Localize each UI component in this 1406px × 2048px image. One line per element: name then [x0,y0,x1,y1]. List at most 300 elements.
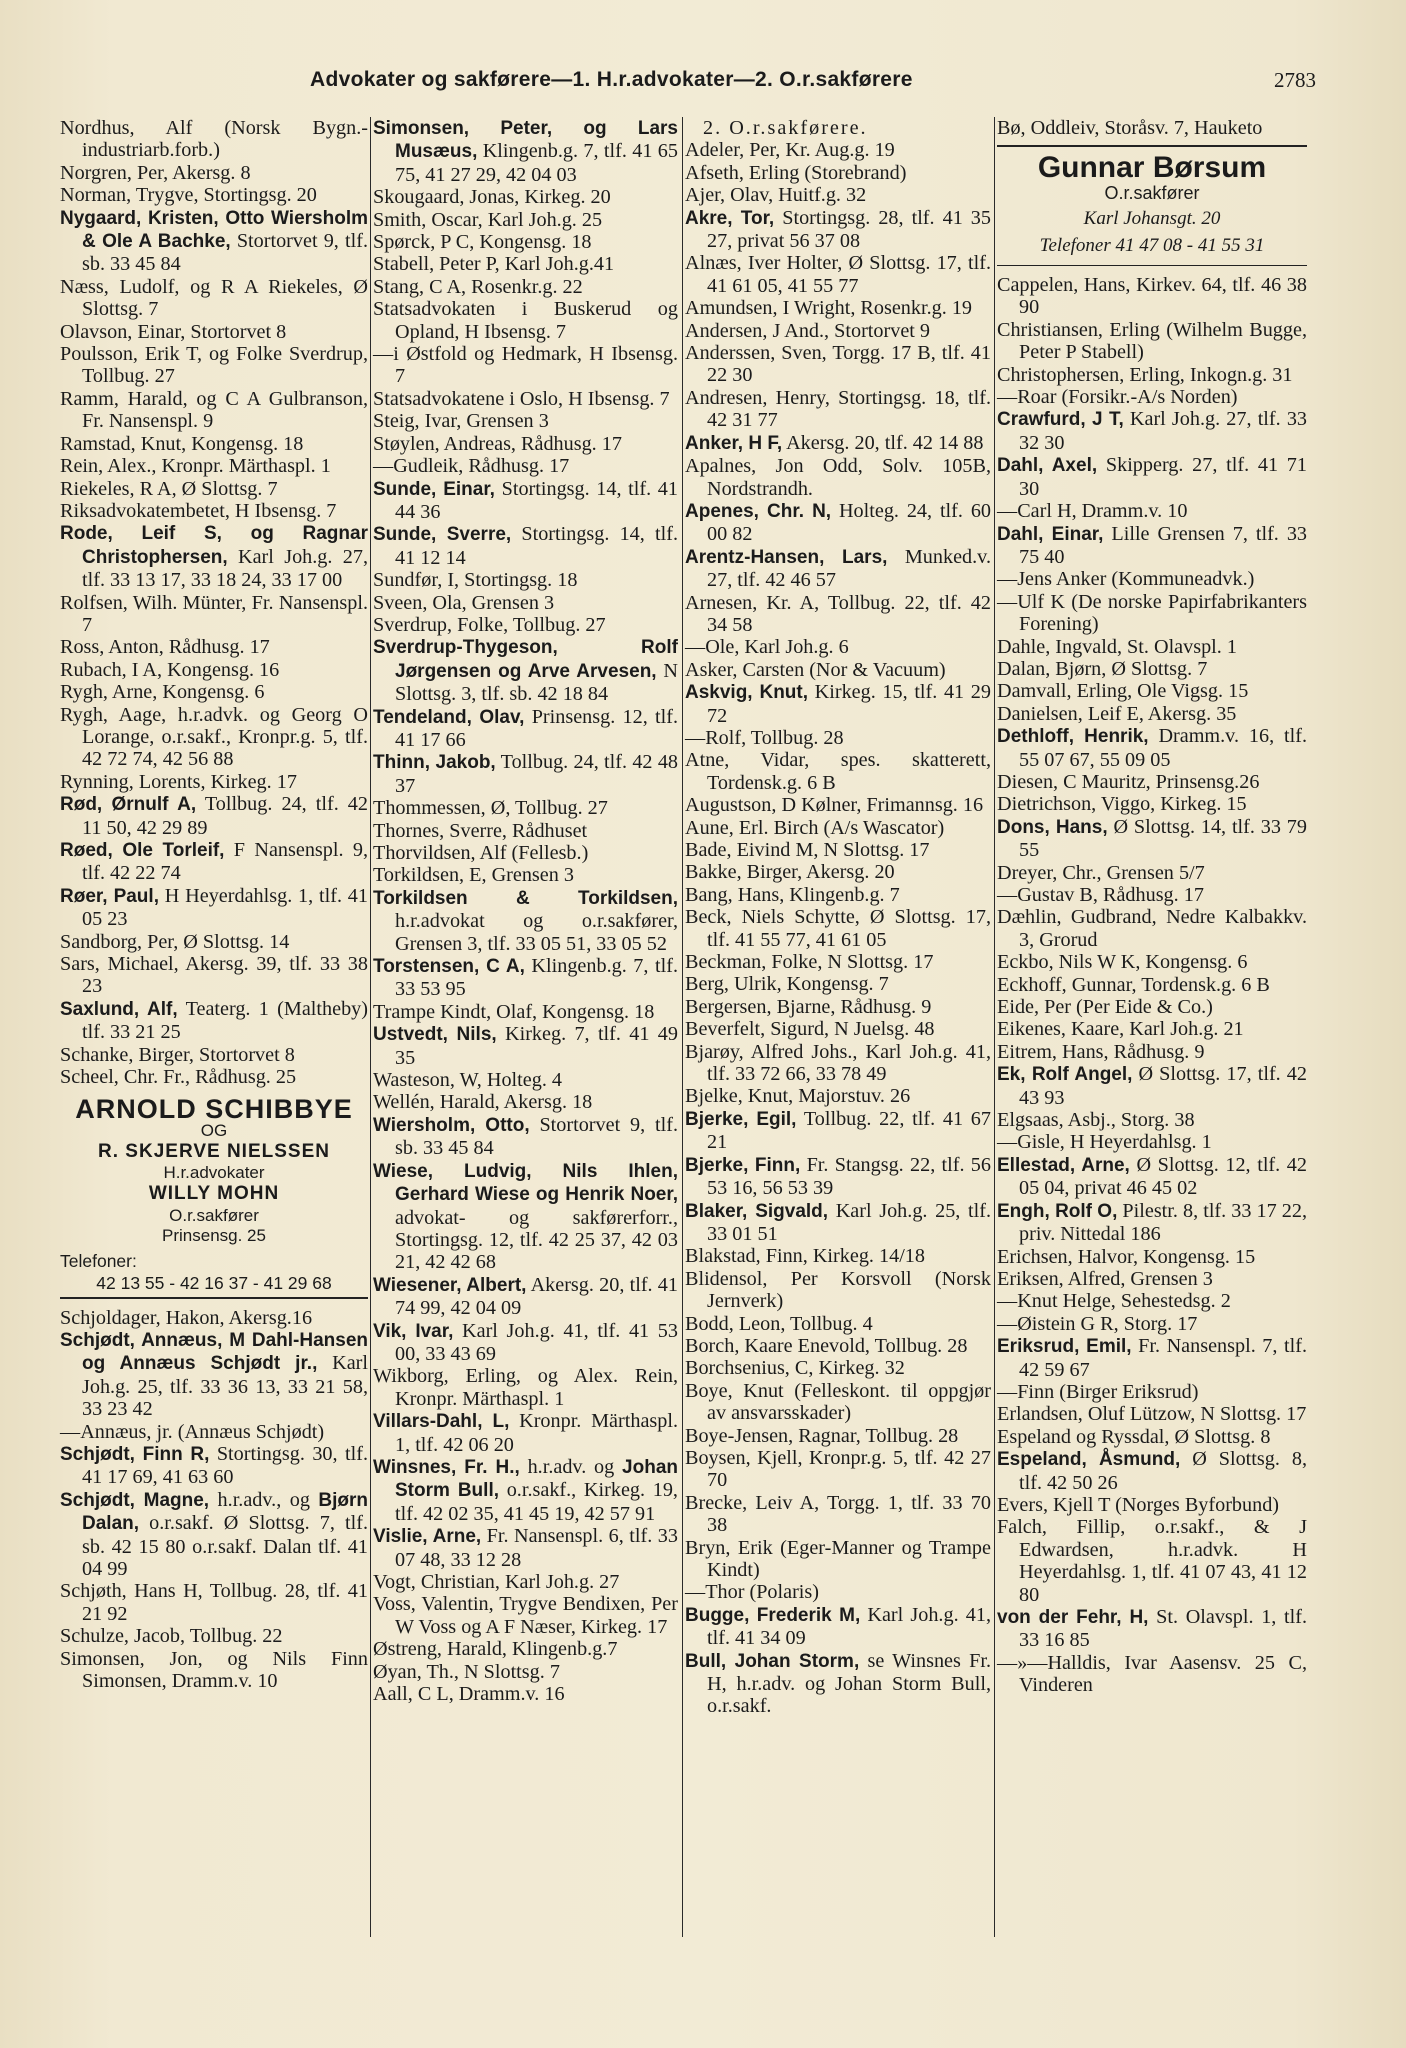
ad-address: Prinsensg. 25 [162,1225,266,1245]
entry-name: Ellestad, Arne, [997,1154,1130,1176]
directory-entry [685,1581,991,1603]
directory-entry [373,231,678,253]
directory-entry [685,951,991,973]
directory-entry [60,998,368,1044]
directory-entry [60,1066,368,1088]
directory-entry [997,636,1307,658]
directory-entry [997,906,1307,951]
directory-entry [685,1650,991,1718]
entry-text: Eide, Per (Per Eide & Co.) [997,996,1213,1019]
entry-name: Bjerke, Egil, [685,1108,797,1130]
advertisement-schibbye [60,1094,368,1298]
entry-text: Andresen, Henry, Stortingsg. 18, tlf. 42 31 77 [685,386,991,432]
entry-text: Dreyer, Chr., Grensen 5/7 [997,861,1205,884]
column-3 [685,117,991,1718]
entry-text: se Winsnes Fr. H, h.r.adv. og Johan Storm Bull, o.r.sakf. [707,1649,991,1718]
ad-firm-name: ARNOLD SCHIBBYE [75,1094,353,1125]
entry-text: Schulze, Jacob, Tollbug. 22 [60,1625,283,1648]
entry-text: —Gudleik, Rådhusg. 17 [373,455,570,478]
entry-name: Apenes, Chr. N, [685,500,832,522]
directory-entry [373,1114,678,1160]
directory-entry [997,591,1307,636]
directory-entry [60,1421,368,1443]
entry-text: Eikenes, Kaare, Karl Joh.g. 21 [997,1018,1244,1041]
entry-text: Aune, Erl. Birch (A/s Wascator) [685,816,945,839]
entry-text: Ø Slottsg. 14, tlf. 33 79 55 [1019,815,1307,862]
entry-text: Stortorvet 9, tlf. sb. 33 45 84 [395,1113,678,1160]
entry-text: Fr. Stangsg. 22, tlf. 56 53 16, 56 53 39 [707,1153,991,1200]
entry-text: Rygh, Arne, Kongensg. 6 [60,681,265,704]
entry-text: Sars, Michael, Akersg. 39, tlf. 33 38 23 [60,953,368,998]
entry-text: Blidensol, Per Korsvoll (Norsk Jernverk) [685,1267,991,1313]
entry-text: Norman, Trygve, Stortingsg. 20 [60,184,317,207]
directory-entry [373,955,678,1001]
directory-entry [997,1494,1307,1516]
entry-text: Beverfelt, Sigurd, N Juelsg. 48 [685,1018,935,1041]
entry-text: —Gustav B, Rådhusg. 17 [997,884,1204,906]
directory-entry [373,887,678,955]
directory-entry [373,343,678,388]
directory-entry [60,343,368,388]
entry-text: Karl Joh.g. 41, tlf. 41 34 09 [707,1603,992,1650]
directory-entry [685,455,991,500]
entry-text: Anderssen, Sven, Torgg. 17 B, tlf. 41 22 30 [685,342,991,387]
directory-entry [60,478,368,500]
directory-entry [373,455,678,477]
entry-text: Norgren, Per, Akersg. 8 [60,161,251,184]
directory-entry [997,771,1307,793]
directory-entry [685,592,991,637]
entry-text: F Nansenspl. 9, tlf. 42 22 74 [82,839,368,885]
directory-entry [60,500,368,522]
entry-text: Dahle, Ingvald, St. Olavspl. 1 [997,635,1237,658]
directory-entry [60,207,368,276]
entry-text: Diesen, C Mauritz, Prinsensg.26 [997,770,1260,793]
entry-text: Støylen, Andreas, Rådhusg. 17 [373,432,622,455]
entry-text: Borchsenius, C, Kirkeg. 32 [685,1357,905,1380]
entry-text: Steig, Ivar, Grensen 3 [373,410,549,433]
directory-entry [685,162,991,184]
entry-text: Øyan, Th., N Slottsg. 7 [373,1660,560,1683]
ad-firm-name-2: R. SKJERVE NIELSSEN [98,1140,330,1162]
entry-text: Boye, Knut (Felleskont. til oppgjør av ansvarsskader) [685,1379,991,1425]
entry-text: —Finn (Birger Eriksrud) [997,1380,1199,1403]
entry-text: Cappelen, Hans, Kirkev. 64, tlf. 46 38 90 [997,274,1307,319]
directory-entry [60,1580,368,1625]
directory-entry [373,117,678,186]
directory-entry [373,523,678,569]
directory-entry [997,680,1307,702]
directory-entry [997,1041,1307,1063]
entry-text: Afseth, Erling (Storebrand) [685,161,907,184]
entry-name: Simonsen, Peter, og Lars Musæus, [373,118,678,163]
entry-name: Ustvedt, Nils, [373,1024,497,1046]
entry-text: Ramm, Harald, og C A Gulbranson, Fr. Nansenspl. 9 [60,387,368,433]
entry-name: Bugge, Frederik M, [685,1604,861,1626]
entry-text: Bakke, Birger, Akersg. 20 [685,861,895,884]
entry-text: Borch, Kaare Enevold, Tollbug. 28 [685,1334,968,1357]
entry-name: Arentz-Hansen, Lars, [685,546,888,568]
entry-text: Evers, Kjell T (Norges Byforbund) [997,1493,1280,1516]
directory-entry [685,794,991,816]
directory-entry [373,1593,678,1638]
entry-text: Sandborg, Per, Ø Slottsg. 14 [60,930,290,953]
entry-text: Rynning, Lorents, Kirkeg. 17 [60,770,297,793]
entry-text: Karl Joh.g. 25, tlf. 33 36 13, 33 21 58, 33 23 42 [82,1352,368,1421]
entry-text: —Rolf, Tollbug. 28 [685,726,844,749]
entry-text: Voss, Valentin, Trygve Bendixen, Per W Voss og A F Næser, Kirkeg. 17 [373,1593,678,1638]
entry-text: —Øistein G R, Storg. 17 [997,1312,1198,1335]
entry-text: Asker, Carsten (Nor & Vacuum) [685,658,946,681]
entry-text: Bodd, Leon, Tollbug. 4 [685,1312,873,1335]
directory-entry [60,184,368,206]
entry-text: Østreng, Harald, Klingenb.g.7 [373,1638,618,1661]
directory-entry [685,546,991,592]
directory-entry [373,1365,678,1410]
entry-text: Skipperg. 27, tlf. 41 71 30 [1019,454,1307,500]
directory-entry [997,523,1307,569]
entry-text: Stortingsg. 30, tlf. 41 17 69, 41 63 60 [82,1442,368,1489]
entry-text: Tollbug. 24, tlf. 42 48 37 [395,751,679,797]
directory-entry [60,659,368,681]
directory-entry [60,162,368,184]
directory-entry [373,1001,678,1023]
entry-text: Brecke, Leiv A, Torgg. 1, tlf. 33 70 38 [685,1491,991,1537]
directory-entry [60,1489,368,1581]
entry-text: Statsadvokatene i Oslo, H Ibsensg. 7 [373,387,670,410]
entry-text: Rubach, I A, Kongensg. 16 [60,658,280,681]
entry-name: Akre, Tor, [685,207,775,229]
entry-text: Karl Joh.g. 41, tlf. 41 53 00, 33 43 69 [395,1319,678,1365]
ad-title: O.r.sakfører [1104,182,1200,203]
entry-text: Scheel, Chr. Fr., Rådhusg. 25 [60,1066,297,1089]
entry-text: —i Østfold og Hedmark, H Ibsensg. 7 [373,343,678,388]
directory-entry [997,319,1307,364]
entry-text: Bjarøy, Alfred Johs., Karl Joh.g. 41, tlf. 33 72 66, 33 78 49 [685,1040,991,1086]
entry-text: —Knut Helge, Sehestedsg. 2 [997,1290,1231,1313]
entry-text: Berg, Ulrik, Kongensg. 7 [685,973,889,996]
directory-entry [373,209,678,231]
directory-entry [373,820,678,842]
directory-entry [685,749,991,794]
entry-text: Falch, Fillip, o.r.sakf., & J Edwardsen, h.r.advk. H Heyerdahlsg. 1, tlf. 41 07 43, 41 12 80 [997,1516,1307,1606]
directory-entry [685,1313,991,1335]
entry-text: Simonsen, Jon, og Nils Finn Simonsen, Dramm.v. 10 [60,1647,368,1692]
directory-entry [373,864,678,886]
directory-entry [373,1410,678,1456]
entry-text: Damvall, Erling, Ole Vigsg. 15 [997,680,1249,703]
entry-text: Thornes, Sverre, Rådhuset [373,819,588,842]
directory-entry [373,253,678,275]
entry-text: Schjøth, Hans H, Tollbug. 28, tlf. 41 21 92 [60,1580,368,1625]
directory-entry [997,1403,1307,1425]
entry-name: Dethloff, Henrik, [997,726,1149,748]
entry-text: H Heyerdahlsg. 1, tlf. 41 05 23 [82,884,368,931]
entry-text: Holteg. 24, tlf. 60 00 82 [707,499,992,546]
entry-text: Wellén, Harald, Akersg. 18 [373,1091,593,1114]
directory-entry [685,342,991,387]
entry-text: Wikborg, Erling, og Alex. Rein, Kronpr. Märthaspl. 1 [373,1365,678,1410]
entry-text: Thorvildsen, Alf (Fellesb.) [373,842,589,864]
entry-name: Anker, H F, [685,432,783,454]
entry-name: Bull, Johan Storm, [685,1650,860,1672]
entry-name: Tendeland, Olav, [373,706,525,728]
entry-text: Ajer, Olav, Huitf.g. 32 [685,184,867,207]
directory-entry [685,252,991,297]
directory-entry [997,816,1307,862]
directory-entry [373,1638,678,1660]
entry-text: Christiansen, Erling (Wilhelm Bugge, Peter P Stabell) [997,318,1307,364]
entry-text: Karl Joh.g. 25, tlf. 33 01 51 [707,1199,991,1245]
entry-text: Stortingsg. 14, tlf. 41 12 14 [395,523,678,569]
directory-entry [60,793,368,839]
entry-text: Klingenb.g. 7, tlf. 41 65 75, 41 27 29, 42 04 03 [395,140,678,186]
entry-name: Sunde, Einar, [373,478,495,500]
entry-text: Dalan, Bjørn, Ø Slottsg. 7 [997,657,1208,680]
entry-text: Sundfør, I, Stortingsg. 18 [373,569,578,592]
entry-text: Tollbug. 24, tlf. 42 11 50, 42 29 89 [82,793,368,839]
directory-entry [685,817,991,839]
entry-text: Elgsaas, Asbj., Storg. 38 [997,1109,1195,1132]
directory-entry [685,117,991,139]
entry-text: Kronpr. Märthaspl. 1, tlf. 42 06 20 [395,1410,679,1456]
directory-entry [373,797,678,819]
directory-entry [685,884,991,906]
entry-name: Schjødt, Finn R, [60,1443,210,1465]
entry-text: Bjelke, Knut, Majorstuv. 26 [685,1085,911,1108]
entry-text: Sveen, Ola, Grensen 3 [373,591,555,614]
entry-text: Ø Slottsg. 17, tlf. 42 43 93 [1019,1063,1307,1109]
entry-text: Erichsen, Halvor, Kongensg. 15 [997,1245,1256,1268]
directory-entry [685,387,991,432]
directory-entry [685,996,991,1018]
directory-entry [373,1274,678,1320]
entry-text: Rolfsen, Wilh. Münter, Fr. Nansenspl. 7 [60,591,368,636]
entry-text: Schjoldager, Hakon, Akersg.16 [60,1306,313,1329]
directory-entry [373,1571,678,1593]
directory-entry [997,364,1307,386]
entry-name: Vislie, Arne, [373,1526,482,1548]
entry-text: Andersen, J And., Stortorvet 9 [685,319,931,342]
directory-entry [997,996,1307,1018]
directory-entry [997,1109,1307,1131]
directory-entry [373,614,678,636]
advertisement-borsum [997,145,1307,266]
entry-text: —»—Halldis, Ivar Aasensv. 25 C, Vinderen [997,1651,1307,1697]
entry-name: Sverdrup-Thygeson, Rolf Jørgensen og Arve Arvesen, [373,637,678,682]
ad-og: OG [200,1120,228,1140]
entry-text: Teaterg. 1 (Maltheby) tlf. 33 21 25 [82,997,368,1044]
directory-entry [685,906,991,951]
entry-text: Boysen, Kjell, Kronpr.g. 5, tlf. 42 27 70 [685,1446,991,1492]
entry-text: Espeland og Ryssdal, Ø Slottsg. 8 [997,1425,1271,1448]
entry-name: Winsnes, Fr. H., [373,1456,520,1478]
entry-text: —Jens Anker (Kommuneadvk.) [997,568,1255,591]
entry-name: Thinn, Jakob, [373,752,496,774]
directory-entry [685,1245,991,1267]
directory-entry [60,433,368,455]
directory-entry [685,1018,991,1040]
directory-entry [685,207,991,253]
directory-entry [997,1313,1307,1335]
entry-text: Karl Joh.g. 27, tlf. 33 32 30 [1019,408,1308,454]
entry-text: Dietrichson, Viggo, Kirkeg. 15 [997,793,1247,816]
directory-entry [60,455,368,477]
directory-entry [373,1525,678,1571]
directory-entry [685,1335,991,1357]
directory-entry [373,1091,678,1113]
entry-text: 2. O.r.sakførere. [703,117,868,139]
directory-entry [60,1648,368,1693]
entry-text: Pilestr. 8, tlf. 33 17 22, priv. Nittedal 186 [1019,1199,1307,1246]
entry-text: Ramstad, Knut, Kongensg. 18 [60,432,304,455]
entry-text: Kirkeg. 15, tlf. 41 29 72 [707,681,991,727]
entry-text: Atne, Vidar, spes. skatterett, Tordensk.g. 6 B [685,749,991,794]
entry-text: Beckman, Folke, N Slottsg. 17 [685,951,934,974]
directory-entry [997,793,1307,815]
entry-name: Bjerke, Finn, [685,1154,801,1176]
directory-entry [997,884,1307,906]
entry-text: Sverdrup, Folke, Tollbug. 27 [373,613,606,636]
entry-list [60,1307,368,1693]
entry-name: Sunde, Sverre, [373,524,512,546]
directory-entry [685,1108,991,1154]
directory-entry [373,1456,678,1525]
entry-text: Trampe Kindt, Olaf, Kongensg. 18 [373,1000,655,1023]
column-1 [60,117,368,1692]
directory-entry [685,1537,991,1582]
column-4 [997,117,1307,1697]
entry-name: Vik, Ivar, [373,1320,454,1342]
entry-name: Espeland, Åsmund, [997,1449,1181,1471]
entry-name: Rød, Ørnulf A, [60,794,197,816]
directory-entry [60,1044,368,1066]
entry-name: Wiese, Ludvig, Nils Ihlen, Gerhard Wiese og Henrik Noer, [373,1160,678,1206]
entry-text: Dæhlin, Gudbrand, Nedre Kalbakkv. 3, Grorud [997,906,1307,951]
entry-text: Aall, C L, Dramm.v. 16 [373,1683,565,1706]
directory-entry [373,1023,678,1069]
entry-name: Rode, Leif S, og Ragnar Christophersen, [60,523,368,568]
entry-list [60,117,368,1088]
entry-text: —Ole, Karl Joh.g. 6 [685,636,849,659]
directory-entry [60,771,368,793]
entry-text: Schanke, Birger, Stortorvet 8 [60,1043,295,1066]
page-number: 2783 [1274,68,1316,92]
entry-text: Nordhus, Alf (Norsk Bygn.-industriarb.forb.) [60,117,368,162]
directory-entry [997,454,1307,500]
entry-text: Tollbug. 22, tlf. 41 67 21 [707,1107,991,1154]
column-divider [682,117,683,1937]
entry-name: Engh, Rolf O, [997,1200,1118,1222]
ad-address: Karl Johansgt. 20 [1083,208,1221,230]
entry-text: —Roar (Forsikr.-A/s Norden) [997,386,1238,409]
entry-name: Johan Storm Bull, [395,1456,678,1502]
entry-text: Fr. Nansenspl. 7, tlf. 42 59 67 [1019,1335,1307,1381]
directory-entry [997,274,1307,319]
entry-text: —Thor (Polaris) [685,1581,819,1604]
directory-entry [997,951,1307,973]
directory-entry [60,885,368,931]
directory-entry [60,839,368,885]
directory-entry [685,1357,991,1379]
directory-entry [373,1683,678,1705]
ad-title-2: O.r.sakfører [169,1205,259,1225]
entry-text: Skougaard, Jonas, Kirkeg. 20 [373,186,611,209]
directory-entry [373,569,678,591]
entry-text: Klingenb.g. 7, tlf. 33 53 95 [395,955,678,1001]
directory-entry [997,1246,1307,1268]
directory-entry [373,410,678,432]
directory-entry [997,1381,1307,1403]
entry-text: Bryn, Erik (Eger-Manner og Trampe Kindt) [685,1536,991,1581]
entry-name: Schjødt, Magne, [60,1489,210,1511]
entry-text: h.r.adv. og [519,1455,623,1478]
entry-list [997,117,1307,139]
directory-entry [685,681,991,727]
directory-entry [373,186,678,208]
entry-text: Eitrem, Hans, Rådhusg. 9 [997,1040,1205,1063]
directory-entry [373,1661,678,1683]
entry-text: Rygh, Aage, h.r.advk. og Georg O Lorange, o.r.sakf., Kronpr.g. 5, tlf. 42 72 74, 42 56 88 [60,703,368,771]
directory-entry [373,433,678,455]
entry-text: Ø Slottsg. 8, tlf. 42 50 26 [1019,1448,1307,1494]
directory-entry [685,500,991,546]
ad-phone-label: Telefoner: [60,1250,137,1271]
entry-text: —Annæus, jr. (Annæus Schjødt) [60,1420,325,1443]
directory-entry [373,276,678,298]
entry-text: Ross, Anton, Rådhusg. 17 [60,636,270,659]
entry-name: Blaker, Sigvald, [685,1200,829,1222]
directory-entry [60,1625,368,1647]
directory-entry [997,1154,1307,1200]
entry-name: Dons, Hans, [997,816,1108,838]
entry-name: Røer, Paul, [60,885,159,907]
directory-entry [685,1085,991,1107]
entry-text: Erlandsen, Oluf Lützow, N Slottsg. 17 [997,1403,1307,1426]
directory-entry [997,386,1307,408]
entry-text: Stang, C A, Rosenkr.g. 22 [373,275,583,298]
entry-text: Stortingsg. 14, tlf. 41 44 36 [395,477,678,523]
entry-name: Røed, Ole Torleif, [60,840,225,861]
directory-entry [997,725,1307,771]
directory-entry [60,1443,368,1489]
directory-entry [997,1200,1307,1246]
directory-entry [997,1448,1307,1494]
entry-text: Stabell, Peter P, Karl Joh.g.41 [373,253,615,276]
directory-entry [997,408,1307,454]
ad-phones: Telefoner 41 47 08 - 41 55 31 [1039,234,1265,256]
directory-entry [373,751,678,797]
entry-name: von der Fehr, H, [997,1607,1149,1628]
entry-text: Akersg. 20, tlf. 41 74 99, 42 04 09 [395,1273,678,1320]
entry-name: Saxlund, Alf, [60,998,178,1020]
directory-entry [60,321,368,343]
directory-entry [60,1329,368,1421]
entry-name: Dahl, Einar, [997,523,1104,545]
entry-text: Poulsson, Erik T, og Folke Sverdrup, Tollbug. 27 [60,343,368,388]
directory-entry [60,636,368,658]
entry-text: Ø Slottsg. 12, tlf. 42 05 04, privat 46 45 02 [1019,1153,1307,1200]
directory-entry [997,1652,1307,1697]
entry-text: Stortorvet 9, tlf. sb. 33 45 84 [82,230,368,276]
directory-entry [685,1492,991,1537]
entry-name: Eriksrud, Emil, [997,1336,1132,1358]
directory-entry [685,1380,991,1425]
entry-text: Amundsen, I Wright, Rosenkr.g. 19 [685,297,973,320]
entry-text: Bade, Eivind M, N Slottsg. 17 [685,839,930,861]
directory-entry [997,1290,1307,1312]
entry-name: Wiesener, Albert, [373,1274,527,1296]
